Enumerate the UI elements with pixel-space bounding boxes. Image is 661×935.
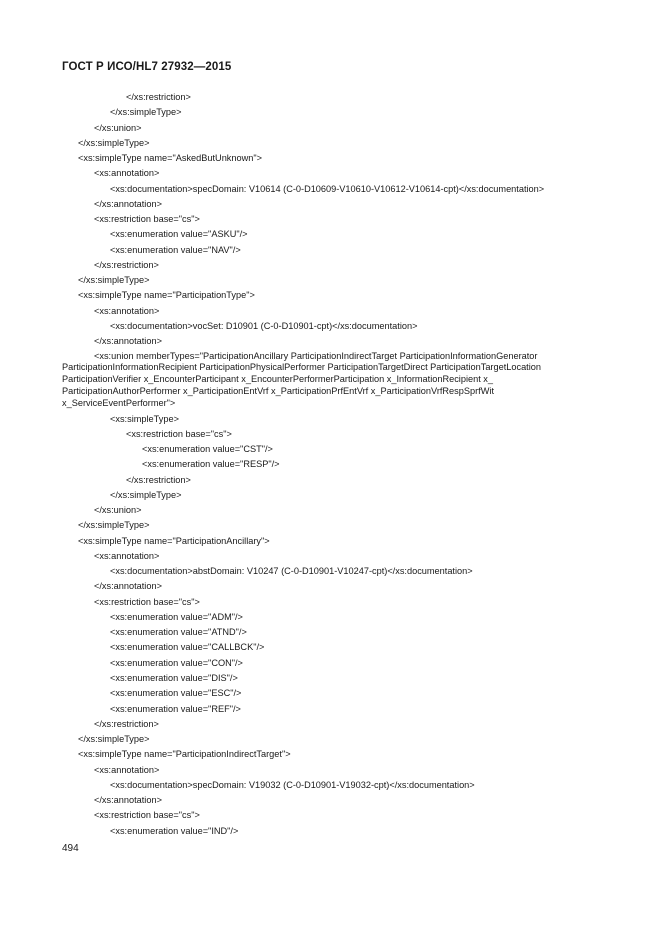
code-line: </xs:annotation>	[94, 336, 162, 347]
code-line: </xs:simpleType>	[78, 137, 150, 148]
code-line: </xs:restriction>	[94, 259, 159, 270]
code-line: <xs:annotation>	[94, 550, 160, 561]
code-line: <xs:documentation>specDomain: V10614 (C-0-D10609-V10610-V10612-V10614-cpt)</xs:documentation>	[110, 183, 545, 194]
code-line: </xs:annotation>	[94, 795, 162, 806]
code-line-segment: x_ServiceEventPerformer">	[62, 397, 176, 408]
code-line: <xs:enumeration value="CST"/>	[142, 444, 273, 455]
code-line: <xs:restriction base="cs">	[126, 428, 232, 439]
code-line: <xs:documentation>abstDomain: V10247 (C-0-D10901-V10247-cpt)</xs:documentation>	[110, 566, 473, 577]
code-line: <xs:restriction base="cs">	[94, 596, 200, 607]
code-line: <xs:restriction base="cs">	[94, 214, 200, 225]
code-line: </xs:annotation>	[94, 581, 162, 592]
code-line: </xs:simpleType>	[110, 107, 182, 118]
code-line: <xs:simpleType name="AskedButUnknown">	[78, 153, 262, 164]
page-number: 494	[62, 843, 79, 854]
code-line-segment: ParticipationAuthorPerformer x_ParticipationEntVrf x_ParticipationPrfEntVrf x_ParticipationVrfRespSprfWit	[62, 385, 494, 396]
code-line: </xs:union>	[94, 122, 142, 133]
code-line: <xs:enumeration value="IND"/>	[110, 825, 239, 836]
code-line: </xs:simpleType>	[110, 489, 182, 500]
code-line: </xs:restriction>	[126, 474, 191, 485]
code-line: </xs:simpleType>	[78, 734, 150, 745]
code-line: <xs:simpleType name="ParticipationType">	[78, 290, 255, 301]
code-line-wrapped	[62, 350, 592, 412]
code-line: <xs:enumeration value="ASKU"/>	[110, 229, 248, 240]
code-line: <xs:annotation>	[94, 305, 160, 316]
code-line: <xs:annotation>	[94, 168, 160, 179]
code-line-segment: <xs:union memberTypes="ParticipationAncillary ParticipationIndirectTarget ParticipationInformationGenerator	[94, 350, 538, 361]
code-line-segment: ParticipationInformationRecipient ParticipationPhysicalPerformer ParticipationTargetDirect ParticipationTargetLocation	[62, 362, 541, 373]
page-header-standard-id: ГОСТ Р ИСО/HL7 27932—2015	[62, 61, 232, 73]
code-line: <xs:enumeration value="REF"/>	[110, 703, 241, 714]
code-line: </xs:restriction>	[94, 718, 159, 729]
code-line: <xs:simpleType name="ParticipationIndirectTarget">	[78, 749, 291, 760]
code-line: <xs:simpleType name="ParticipationAncillary">	[78, 535, 270, 546]
code-line: <xs:enumeration value="CON"/>	[110, 657, 243, 668]
code-line: <xs:enumeration value="RESP"/>	[142, 459, 280, 470]
code-line: <xs:enumeration value="ADM"/>	[110, 611, 243, 622]
code-line: <xs:restriction base="cs">	[94, 810, 200, 821]
code-line-segment: ParticipationVerifier x_EncounterParticipant x_EncounterPerformerParticipation x_InformationRecipient x_	[62, 374, 494, 385]
code-line: </xs:union>	[94, 505, 142, 516]
code-line: <xs:enumeration value="NAV"/>	[110, 244, 241, 255]
code-line: </xs:simpleType>	[78, 520, 150, 531]
code-line: <xs:enumeration value="ESC"/>	[110, 688, 242, 699]
code-line: <xs:enumeration value="ATND"/>	[110, 627, 247, 638]
code-line: <xs:annotation>	[94, 764, 160, 775]
code-line: <xs:simpleType>	[110, 413, 179, 424]
code-line: <xs:documentation>vocSet: D10901 (C-0-D10901-cpt)</xs:documentation>	[110, 320, 418, 331]
code-line: </xs:simpleType>	[78, 275, 150, 286]
code-line: <xs:enumeration value="DIS"/>	[110, 673, 238, 684]
xml-code-listing	[62, 90, 592, 839]
code-line: <xs:documentation>specDomain: V19032 (C-0-D10901-V19032-cpt)</xs:documentation>	[110, 779, 475, 790]
code-line: </xs:restriction>	[126, 92, 191, 102]
code-line: </xs:annotation>	[94, 198, 162, 209]
code-line: <xs:enumeration value="CALLBCK"/>	[110, 642, 265, 653]
